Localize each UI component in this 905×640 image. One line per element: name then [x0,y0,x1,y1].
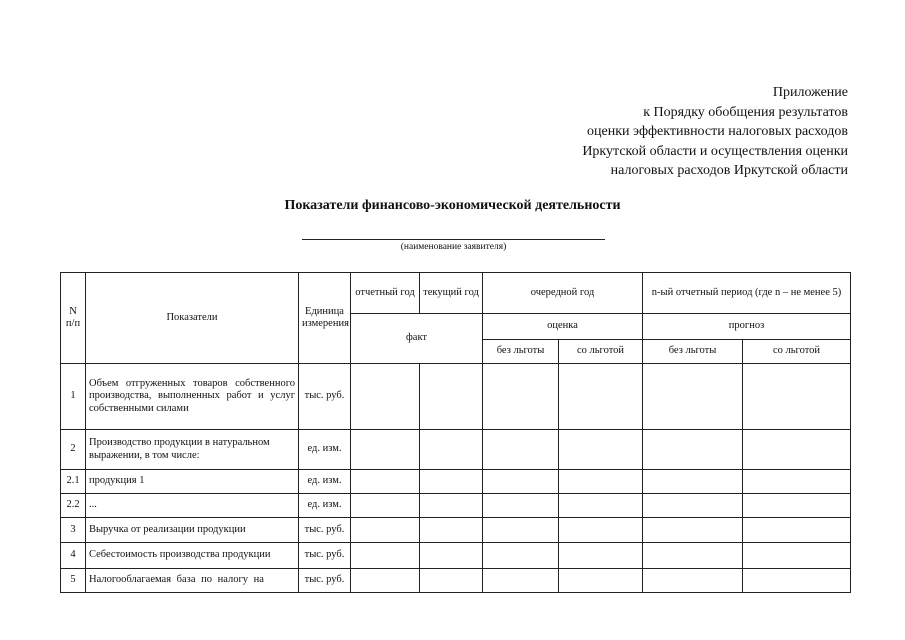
row-num: 2.2 [61,494,86,518]
data-cell [351,569,420,593]
row-indicator: Налогооблагаемая база по налогу на [86,569,299,593]
data-cell [643,543,743,569]
header-fact: факт [351,314,483,364]
data-cell [483,494,559,518]
data-cell [743,470,851,494]
header-num: N п/п [61,273,86,364]
data-cell [351,430,420,470]
appendix-line: Иркутской области и осуществления оценки [582,143,848,159]
row-unit: ед. изм. [299,470,351,494]
header-next-year: очередной год [483,273,643,314]
header-nth-period: n-ый отчетный период (где n – не менее 5) [643,273,851,314]
header-without-benefit: без льготы [643,340,743,364]
data-cell [643,518,743,543]
data-cell [559,430,643,470]
data-cell [643,569,743,593]
appendix-note [428,83,848,181]
indicators-table [60,272,851,593]
data-cell [420,518,483,543]
data-cell [643,430,743,470]
header-with-benefit: со льготой [743,340,851,364]
table-row [61,470,851,494]
header-estimate: оценка [483,314,643,340]
data-cell [483,518,559,543]
row-num: 2.1 [61,470,86,494]
row-unit: ед. изм. [299,494,351,518]
table-row [61,543,851,569]
data-cell [351,518,420,543]
row-num: 1 [61,364,86,430]
row-num: 5 [61,569,86,593]
data-cell [483,543,559,569]
data-cell [483,470,559,494]
table-row [61,518,851,543]
data-cell [743,518,851,543]
header-unit: Единица измерения [299,273,351,364]
data-cell [743,543,851,569]
row-indicator: ... [86,494,299,518]
data-cell [559,543,643,569]
row-unit: ед. изм. [299,430,351,470]
appendix-line: Приложение [772,85,848,100]
data-cell [743,494,851,518]
data-cell [559,569,643,593]
row-unit: тыс. руб. [299,543,351,569]
data-cell [420,364,483,430]
row-unit: тыс. руб. [299,364,351,430]
row-indicator: Себестоимость производства продукции [86,543,299,569]
appendix-line: оценки эффективности налоговых расходов [587,124,848,139]
table-row [61,569,851,593]
document-title: Показатели финансово-экономической деятельности [284,198,621,213]
table-row [61,364,851,430]
appendix-line: к Порядку обобщения результатов [643,104,848,120]
data-cell [420,569,483,593]
data-cell [559,494,643,518]
header-without-benefit: без льготы [483,340,559,364]
appendix-line: налоговых расходов Иркутской области [610,163,848,178]
row-num: 3 [61,518,86,543]
data-cell [483,430,559,470]
applicant-name-line [302,239,605,240]
header-indicator: Показатели [86,273,299,364]
data-cell [743,430,851,470]
data-cell [483,569,559,593]
header-current-year: текущий год [420,273,483,314]
table-row [61,430,851,470]
data-cell [351,494,420,518]
header-reporting-year: отчетный год [351,273,420,314]
row-indicator: продукция 1 [86,470,299,494]
data-cell [483,364,559,430]
data-cell [743,364,851,430]
data-cell [643,494,743,518]
data-cell [559,364,643,430]
row-num: 2 [61,430,86,470]
data-cell [420,470,483,494]
data-cell [351,543,420,569]
header-forecast: прогноз [643,314,851,340]
row-unit: тыс. руб. [299,518,351,543]
data-cell [559,470,643,494]
row-indicator: Производство продукции в натуральном выражении, в том числе: [86,430,299,470]
data-cell [643,470,743,494]
data-cell [743,569,851,593]
applicant-caption: (наименование заявителя) [400,242,507,252]
row-unit: тыс. руб. [299,569,351,593]
header-with-benefit: со льготой [559,340,643,364]
row-indicator: Выручка от реализации продукции [86,518,299,543]
data-cell [420,543,483,569]
data-cell [643,364,743,430]
row-num: 4 [61,543,86,569]
data-cell [420,494,483,518]
data-cell [351,364,420,430]
data-cell [420,430,483,470]
table-row [61,494,851,518]
row-indicator: Объем отгруженных товаров собственного производства, выполненных работ и услуг собственными силами [86,364,299,430]
data-cell [559,518,643,543]
data-cell [351,470,420,494]
